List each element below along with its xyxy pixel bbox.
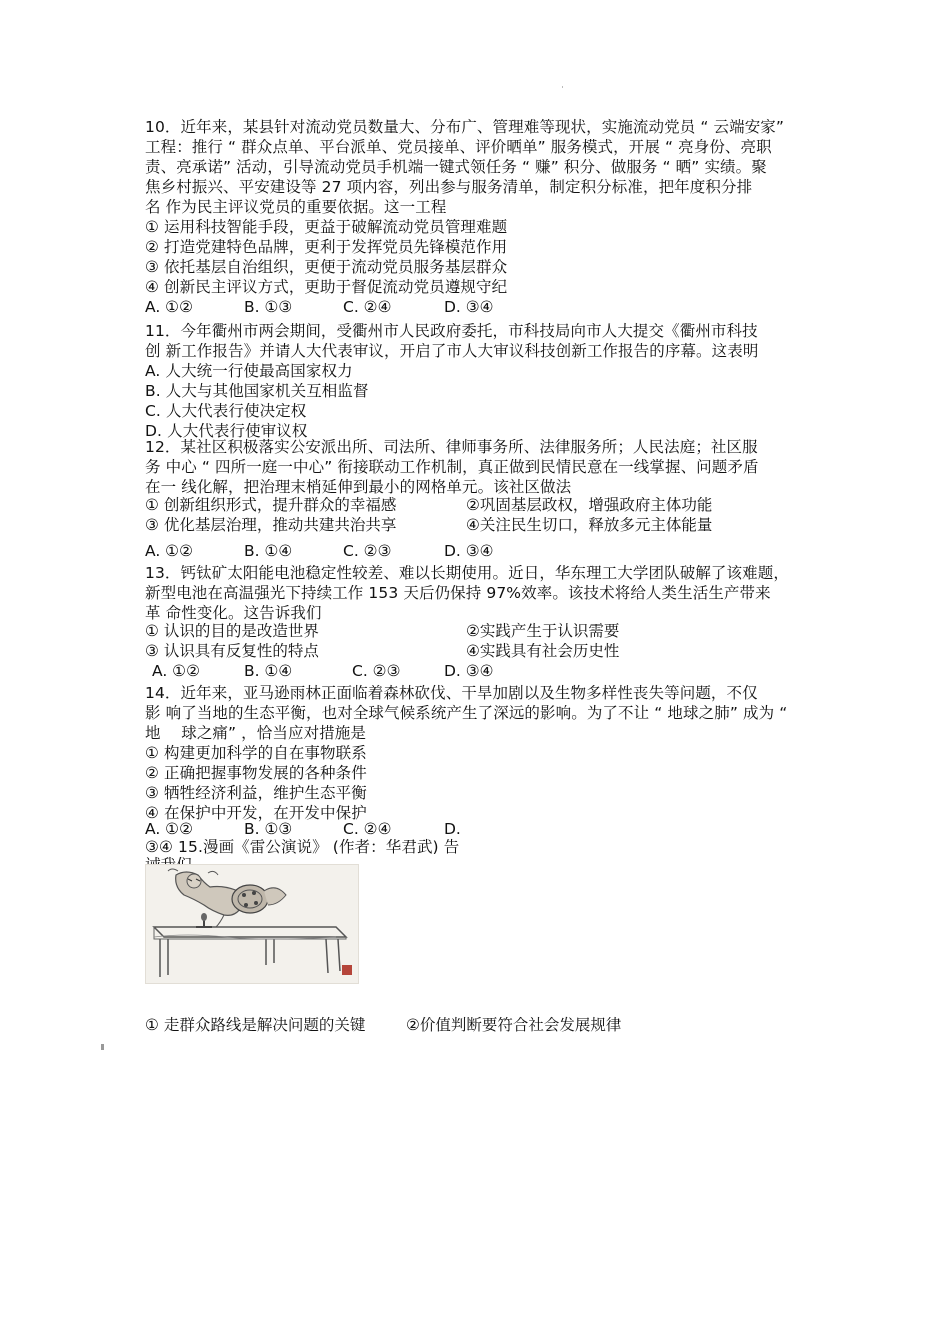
q11-line-1: 11．今年衢州市两会期间，受衢州市人民政府委托，市科技局向市人大提交《衢州市科技 bbox=[145, 322, 758, 340]
page-mark-top bbox=[562, 86, 563, 88]
q15-line-1: ③④ 15.漫画《雷公演说》 (作者：华君武) 告 bbox=[145, 838, 460, 856]
q15-item-2: ②价值判断要符合社会发展规律 bbox=[406, 1016, 622, 1034]
q14-line-3: 地 球之痛” ，恰当应对措施是 bbox=[145, 724, 366, 742]
q14-item-3: ③ 牺牲经济利益，维护生态平衡 bbox=[145, 784, 367, 802]
q10-line-2: 工程：推行 “ 群众点单、平台派单、党员接单、评价晒单” 服务模式，开展 “ 亮身份、亮职 bbox=[145, 138, 772, 156]
comic-drawing bbox=[146, 865, 358, 983]
q11-line-2: 创 新工作报告》并请人大代表审议，开启了市人大审议科技创新工作报告的序幕。这表明 bbox=[145, 342, 759, 360]
q13-item-2: ②实践产生于认识需要 bbox=[466, 622, 620, 640]
q10-item-1: ① 运用科技智能手段，更益于破解流动党员管理难题 bbox=[145, 218, 508, 236]
q13-item-3: ③ 认识具有反复性的特点 bbox=[145, 642, 319, 660]
q13-line-2: 新型电池在高温强光下持续工作 153 天后仍保持 97%效率。该技术将给人类生活生产带来 bbox=[145, 584, 771, 602]
page-mark bbox=[101, 1044, 104, 1050]
q11-choice-c: C. 人大代表行使决定权 bbox=[145, 402, 307, 420]
q14-item-2: ② 正确把握事物发展的各种条件 bbox=[145, 764, 367, 782]
q12-item-1: ① 创新组织形式，提升群众的幸福感 bbox=[145, 496, 397, 514]
q15-item-1: ① 走群众路线是解决问题的关键 bbox=[145, 1016, 366, 1034]
comic-image bbox=[145, 864, 359, 984]
q14-choice-a: A. ①② bbox=[145, 820, 193, 838]
q14-item-4: ④ 在保护中开发，在开发中保护 bbox=[145, 804, 367, 822]
q14-line-1: 14．近年来，亚马逊雨林正面临着森林砍伐、干旱加剧以及生物多样性丧失等问题，不仅 bbox=[145, 684, 758, 702]
q13-item-1: ① 认识的目的是改造世界 bbox=[145, 622, 319, 640]
q12-choice-d: D. ③④ bbox=[444, 542, 494, 560]
q10-item-4: ④ 创新民主评议方式，更助于督促流动党员遵规守纪 bbox=[145, 278, 508, 296]
q11-choice-a: A. 人大统一行使最高国家权力 bbox=[145, 362, 353, 380]
q14-choice-b: B. ①③ bbox=[244, 820, 293, 838]
q10-choice-b: B. ①③ bbox=[244, 298, 293, 316]
q13-line-3: 革 命性变化。这告诉我们 bbox=[145, 604, 322, 622]
q14-choice-c: C. ②④ bbox=[343, 820, 392, 838]
q12-choice-c: C. ②③ bbox=[343, 542, 392, 560]
q10-choice-a: A. ①② bbox=[145, 298, 193, 316]
q12-item-2: ②巩固基层政权，增强政府主体功能 bbox=[466, 496, 713, 514]
q13-choice-a: A. ①② bbox=[152, 662, 200, 680]
q13-choice-d: D. ③④ bbox=[444, 662, 494, 680]
q13-choice-c: C. ②③ bbox=[352, 662, 401, 680]
q10-choice-c: C. ②④ bbox=[343, 298, 392, 316]
q10-choice-d: D. ③④ bbox=[444, 298, 494, 316]
q14-choice-d: D. bbox=[444, 820, 461, 838]
q10-item-2: ② 打造党建特色品牌，更利于发挥党员先锋模范作用 bbox=[145, 238, 508, 256]
q12-line-2: 务 中心 “ 四所一庭一中心” 衔接联动工作机制，真正做到民情民意在一线掌握、问题矛盾 bbox=[145, 458, 759, 476]
q14-line-2: 影 响了当地的生态平衡，也对全球气候系统产生了深远的影响。为了不让 “ 地球之肺” 成为 “ bbox=[145, 704, 788, 722]
q14-item-1: ① 构建更加科学的自在事物联系 bbox=[145, 744, 367, 762]
q13-item-4: ④实践具有社会历史性 bbox=[466, 642, 620, 660]
q12-choice-a: A. ①② bbox=[145, 542, 193, 560]
q10-line-4: 焦乡村振兴、平安建设等 27 项内容，列出参与服务清单，制定积分标准，把年度积分排 bbox=[145, 178, 753, 196]
q13-choice-b: B. ①④ bbox=[244, 662, 293, 680]
q12-item-3: ③ 优化基层治理，推动共建共治共享 bbox=[145, 516, 397, 534]
q12-item-4: ④关注民生切口，释放多元主体能量 bbox=[466, 516, 713, 534]
q12-choice-b: B. ①④ bbox=[244, 542, 293, 560]
q10-line-1: 10．近年来，某县针对流动党员数量大、分布广、管理难等现状，实施流动党员 “ 云端安家” bbox=[145, 118, 785, 136]
q10-line-5: 名 作为民主评议党员的重要依据。这一工程 bbox=[145, 198, 447, 216]
q11-choice-d: D. 人大代表行使审议权 bbox=[145, 422, 308, 440]
q13-line-1: 13．钙钛矿太阳能电池稳定性较差、难以长期使用。近日，华东理工大学团队破解了该难题， bbox=[145, 564, 789, 582]
q12-line-1: 12．某社区积极落实公安派出所、司法所、律师事务所、法律服务所；人民法庭；社区服 bbox=[145, 438, 758, 456]
q10-item-3: ③ 依托基层自治组织，更便于流动党员服务基层群众 bbox=[145, 258, 508, 276]
q10-line-3: 责、亮承诺” 活动，引导流动党员手机端一键式领任务 “ 赚” 积分、做服务 “ 晒” 实绩。聚 bbox=[145, 158, 767, 176]
q11-choice-b: B. 人大与其他国家机关互相监督 bbox=[145, 382, 369, 400]
q12-line-3: 在一 线化解，把治理末梢延伸到最小的网格单元。该社区做法 bbox=[145, 478, 572, 496]
